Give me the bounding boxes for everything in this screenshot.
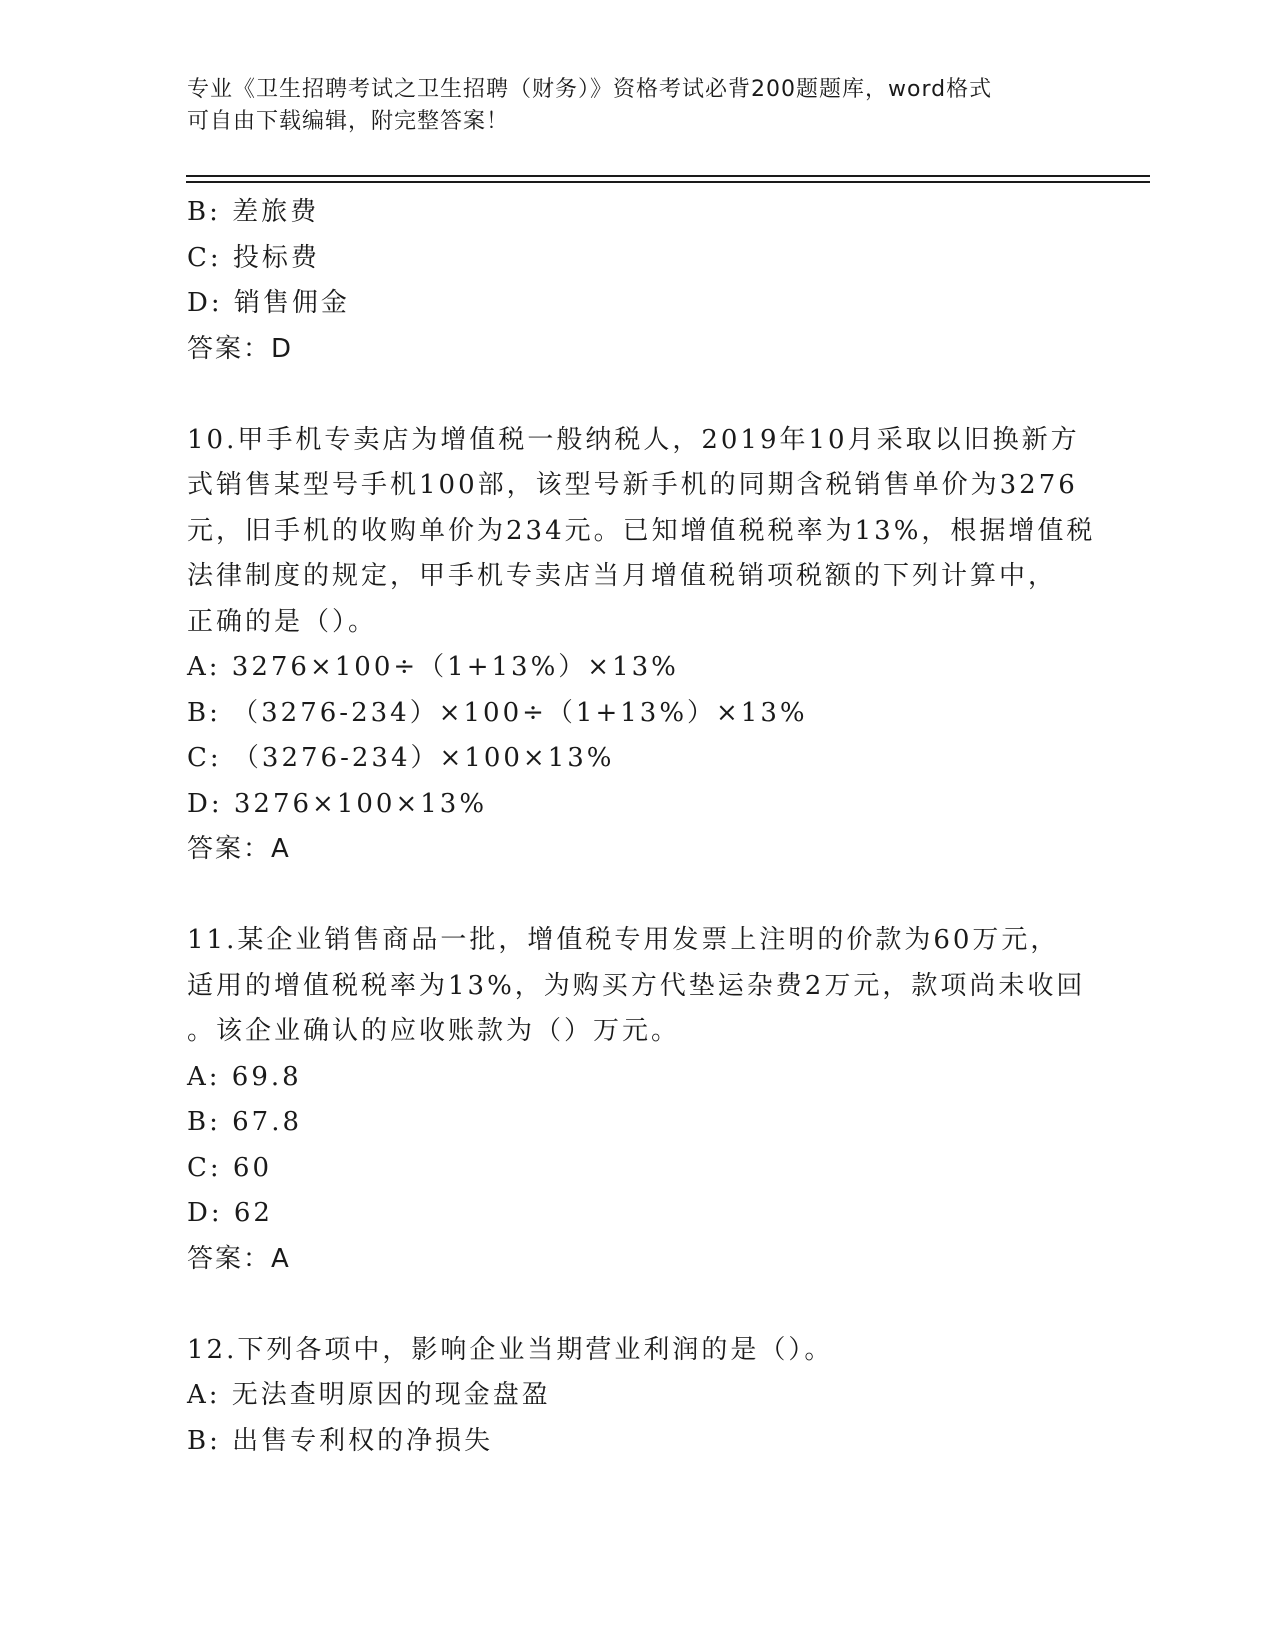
answer-line: 答案：D xyxy=(187,333,294,364)
spacer xyxy=(187,1282,1087,1328)
header-rule-bottom xyxy=(186,181,1150,183)
spacer xyxy=(187,873,1087,919)
question-text-line: 法律制度的规定，甲手机专卖店当月增值税销项税额的下列计算中， xyxy=(187,561,1058,591)
option-c: C: 60 xyxy=(187,1152,273,1183)
option-c: C: 投标费 xyxy=(187,242,320,273)
question-text-line: 10.甲手机专卖店为增值税一般纳税人，2019年10月采取以旧换新方 xyxy=(187,424,1080,455)
option-d: D: 销售佣金 xyxy=(187,288,350,318)
question-text-line: 适用的增值税税率为13%，为购买方代垫运杂费2万元，款项尚未收回 xyxy=(187,970,1086,1001)
spacer xyxy=(187,372,1087,418)
option-b: B: 出售专利权的净损失 xyxy=(187,1425,494,1456)
answer-line: 答案：A xyxy=(187,834,291,864)
question-text-line: 元，旧手机的收购单价为234元。已知增值税税率为13%，根据增值税 xyxy=(187,515,1096,546)
header-line-1: 专业《卫生招聘考试之卫生招聘（财务）》资格考试必背200题题库，word格式 xyxy=(187,77,993,102)
question-text-line: 12.下列各项中，影响企业当期营业利润的是（）。 xyxy=(187,1334,834,1365)
header-line-2: 可自由下载编辑，附完整答案！ xyxy=(187,109,510,134)
question-text-line: 式销售某型号手机100部，该型号新手机的同期含税销售单价为3276 xyxy=(187,470,1078,500)
option-c: C: （3276-234）×100×13% xyxy=(187,743,615,773)
question-12 xyxy=(187,1328,1087,1465)
option-a: A: 无法查明原因的现金盘盈 xyxy=(187,1380,551,1410)
option-d: D: 3276×100×13% xyxy=(187,788,488,819)
question-text-line: 11.某企业销售商品一批，增值税专用发票上注明的价款为60万元， xyxy=(187,925,1060,955)
option-b: B: 差旅费 xyxy=(187,197,320,227)
option-b: B: 67.8 xyxy=(187,1107,303,1137)
answer-line: 答案：A xyxy=(187,1243,291,1274)
option-a: A: 69.8 xyxy=(187,1061,302,1092)
question-9-tail xyxy=(187,190,1087,372)
header-rule-top xyxy=(186,175,1150,177)
question-10 xyxy=(187,418,1096,873)
option-a: A: 3276×100÷（1+13%）×13% xyxy=(187,652,679,682)
question-list xyxy=(187,190,1096,1464)
document-header xyxy=(187,74,1067,138)
question-text-line: 正确的是（）。 xyxy=(187,606,378,637)
question-text-line: 。该企业确认的应收账款为（）万元。 xyxy=(187,1016,681,1046)
option-d: D: 62 xyxy=(187,1198,273,1228)
option-b: B: （3276-234）×100÷（1+13%）×13% xyxy=(187,697,808,728)
question-11 xyxy=(187,918,1087,1282)
